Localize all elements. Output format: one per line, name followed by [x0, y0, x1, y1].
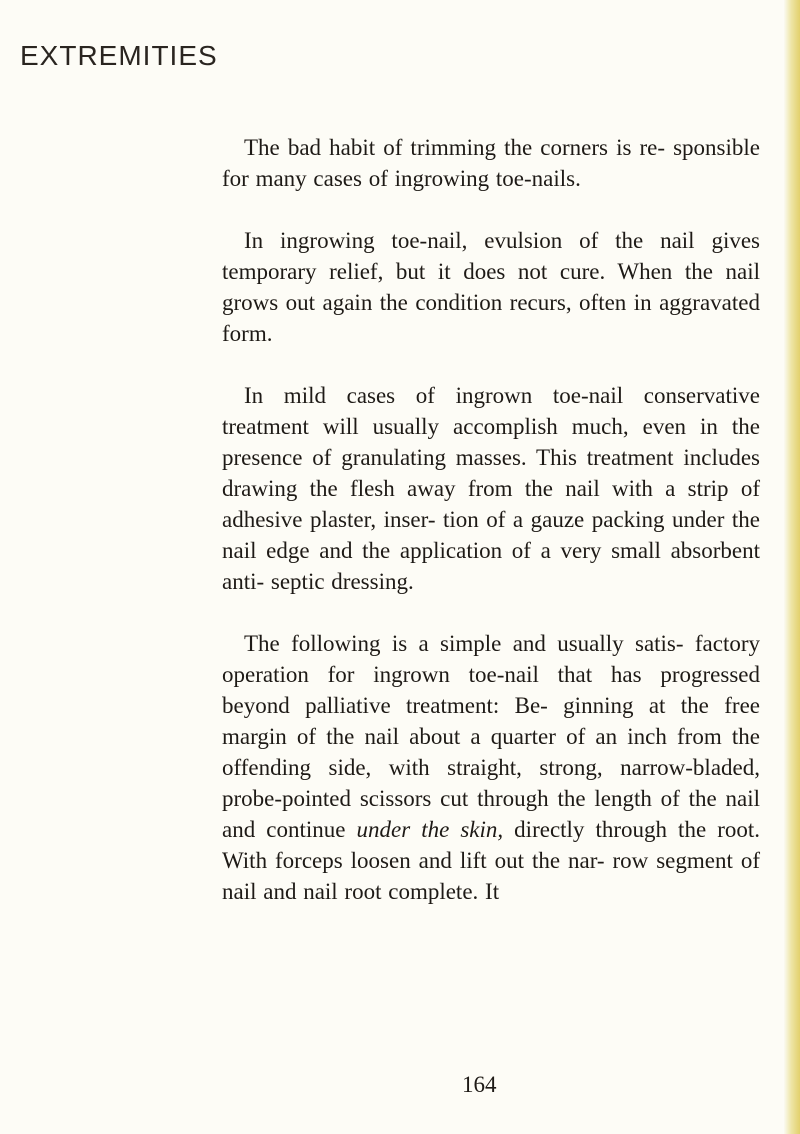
- page-edge: [784, 0, 800, 1134]
- body-text: [222, 132, 760, 907]
- paragraph-3: In mild cases of ingrown toe-nail conservative treatment will usually accomplish much, even in the presence of granulating masses. This treatment includes drawing the flesh away from the nail with a strip of adhesive plaster, inser- tion of a gauze packing under the nail edge and the application of a very small absorbent anti- septic dressing.: [222, 383, 760, 594]
- paragraph-4-start: The following is a simple and usually satis- factory operation for ingrown toe-nail that has progressed beyond palliative treatment: Be- ginning at the free margin of the nail about a quarter of an inch from the offending side, with straight, strong, narrow-bladed, probe-pointed scissors cut through the length of the nail and continue: [222, 631, 760, 842]
- paragraph-4-end: directly through the root. With forceps loosen and lift out the nar- row segment of nail and nail root complete. It: [222, 817, 760, 904]
- running-head: EXTREMITIES: [20, 40, 218, 71]
- page-number: 164: [462, 1072, 497, 1097]
- paragraph-4: [222, 628, 760, 907]
- paragraph-1: The bad habit of trimming the corners is re- sponsible for many cases of ingrowing toe-nails.: [222, 135, 760, 191]
- paragraph-2: In ingrowing toe-nail, evulsion of the nail gives temporary relief, but it does not cure. When the nail grows out again the condition recurs, often in aggravated form.: [222, 228, 760, 346]
- paragraph-4-italic: under the skin,: [356, 817, 504, 842]
